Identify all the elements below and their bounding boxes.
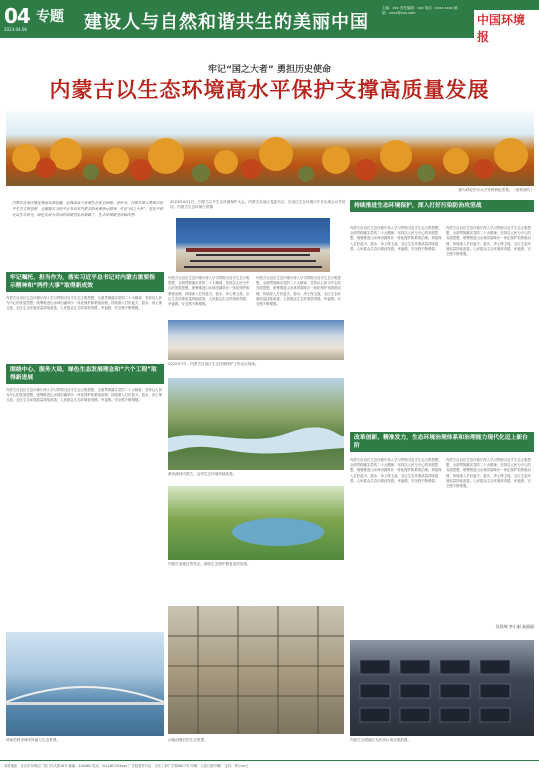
solar-photo-caption: 内蒙古沙漠地区光伏治沙项目航拍图。 [350,738,412,742]
meeting-photo-2 [168,320,344,360]
page-date: 2023.04.06 [4,27,27,32]
body-text-col3a: 内蒙古自治区生态环境厅深入学习贯彻习近平生态文明思想，全面贯彻落实党的二十大精神，坚持以人民为中心的发展思想，统筹推进山水林田湖草沙一体化保护和系统治理，持续深入打好蓝天、碧水、净土保卫战，全区生态环境质量持续改善，人民群众生态环境获得感、幸福感、安全感不断增强。 [350,226,442,251]
page-number: 04 [4,4,30,28]
subhead-2: 持续推进生态环境保护，深入打好污染防治攻坚战 [350,200,534,212]
bridge-photo-caption: 呼和浩特市城市风貌与生态景观。 [6,738,60,742]
body-text-col2b: 内蒙古自治区生态环境厅深入学习贯彻习近平生态文明思想，全面贯彻落实党的二十大精神，坚持以人民为中心的发展思想，统筹推进山水林田湖草沙一体化保护和系统治理，持续深入打好蓝天、碧水、净土保卫战，全区生态环境质量持续改善，人民群众生态环境获得感、幸福感、安全感不断增强。 [256,276,341,307]
body-text-col1a: 内蒙古自治区生态环境厅深入学习贯彻习近平生态文明思想，全面贯彻落实党的二十大精神，坚持以人民为中心的发展思想，统筹推进山水林田湖草沙一体化保护和系统治理，持续深入打好蓝天、碧水、净土保卫战，全区生态环境质量持续改善，人民群众生态环境获得感、幸福感、安全感不断增强。 [6,296,162,311]
lead-paragraph: 内蒙古自治区地处我国北部边疆，是我国北方重要生态安全屏障。近年来，内蒙古深入贯彻习近平生态文明思想，全面落实习近平总书记对内蒙古的重要指示精神，牢记“国之大者”，坚定不移走以生态优先、绿色发展为导向的高质量发展新路子，生态环境质量持续改善。 [12,201,164,217]
lake-graphic [168,486,344,560]
banner-title: 建设人与自然和谐共生的美丽中国 [84,12,369,33]
bridge-photo [6,632,164,736]
solar-photo [350,640,534,736]
newspaper-logo: 中国环境报 [474,10,539,46]
body-text-col3d: 内蒙古自治区生态环境厅深入学习贯彻习近平生态文明思想，全面贯彻落实党的二十大精神，坚持以人民为中心的发展思想，统筹推进山水林田湖草沙一体化保护和系统治理，持续深入打好蓝天、碧水、净土保卫战，全区生态环境质量持续改善，人民群众生态环境获得感、幸福感、安全感不断增强。 [446,458,531,489]
section-label: 专题 [36,9,64,25]
subhead-4: 改革创新、精准发力，生态环境治理体系和治理能力现代化迈上新台阶 [350,432,534,452]
river-photo-caption: 黄河流经内蒙古，沿岸生态环境持续改善。 [168,472,237,476]
autumn-trees-graphic [6,106,534,186]
meeting-photo-2-caption: 2022年7月，内蒙古自治区生态环境保护工作会议现场。 [168,362,259,366]
bridge-graphic [6,632,164,736]
meeting-photo-caption: 2023年4月1日，内蒙古召开生态环境保护大会。内蒙古自治区党委书记、自治区生态环境厅厅长出席会议并讲话。内蒙古生态环境厅供图 [170,200,346,209]
kicker: 牢记“国之大者” 勇担历史使命 [208,65,331,75]
body-text-col1b: 内蒙古自治区生态环境厅深入学习贯彻习近平生态文明思想，全面贯彻落实党的二十大精神，坚持以人民为中心的发展思想，统筹推进山水林田湖草沙一体化保护和系统治理，持续深入打好蓝天、碧水、净土保卫战，全区生态环境质量持续改善，人民群众生态环境获得感、幸福感、安全感不断增强。 [6,388,162,403]
subhead-1: 牢记嘱托、担当作为，落实习近平总书记对内蒙古重要指示精神和“两件大事”取得新成效 [6,272,164,292]
meeting-hall-graphic [176,218,330,272]
byline: 吴尚坤 李小刚 高丽丽 [495,624,534,629]
subhead-3: 围绕中心、服务大局，绿色生态发展理念和“六个工程”取得新进展 [6,364,164,384]
body-text-col2a: 内蒙古自治区生态环境厅深入学习贯彻习近平生态文明思想，全面贯彻落实党的二十大精神，坚持以人民为中心的发展思想，统筹推进山水林田湖草沙一体化保护和系统治理，持续深入打好蓝天、碧水、净土保卫战，全区生态环境质量持续改善，人民群众生态环境获得感、幸福感、安全感不断增强。 [168,276,250,307]
body-text-col3c: 内蒙古自治区生态环境厅深入学习贯彻习近平生态文明思想，全面贯彻落实党的二十大精神，坚持以人民为中心的发展思想，统筹推进山水林田湖草沙一体化保护和系统治理，持续深入打好蓝天、碧水、净土保卫战，全区生态环境质量持续改善，人民群众生态环境获得感、幸福感、安全感不断增强。 [350,458,442,483]
masthead-meta: 主编：xxx 责任编辑：xxx 电话：xxxx xxxx 邮箱：xxxx@xxx.com [382,6,458,15]
river-photo [168,378,344,470]
footer-info: 本报地址：北京市东城区广渠门内大街16号 邮编：100062 电话：(010)67194xxx 广告经营许可证：京东工商广字第0017号 印刷：人民日报印刷厂 定价：每月xx元 [0,760,539,771]
lake-photo [168,486,344,560]
body-text-col3b: 内蒙古自治区生态环境厅深入学习贯彻习近平生态文明思想，全面贯彻落实党的二十大精神，坚持以人民为中心的发展思想，统筹推进山水林田湖草沙一体化保护和系统治理，持续深入打好蓝天、碧水、净土保卫战，全区生态环境质量持续改善，人民群众生态环境获得感、幸福感、安全感不断增强。 [446,226,531,257]
top-photo-caption: 图为呼伦贝尔大兴安岭秋色景观。（资料照片） [458,188,534,192]
solar-panels-graphic [350,640,534,736]
field-photo-caption: 沙地治理后的生态景观。 [168,738,208,742]
lake-photo-caption: 内蒙古某地自然风光，湖泊生态保护修复成效显著。 [168,562,251,566]
river-graphic [168,378,344,470]
top-landscape-photo [6,106,534,186]
meeting-photo-1 [176,218,330,272]
headline: 内蒙古以生态环境高水平保护支撑高质量发展 [49,78,490,102]
field-photo [168,606,344,734]
field-pattern-graphic [168,606,344,734]
